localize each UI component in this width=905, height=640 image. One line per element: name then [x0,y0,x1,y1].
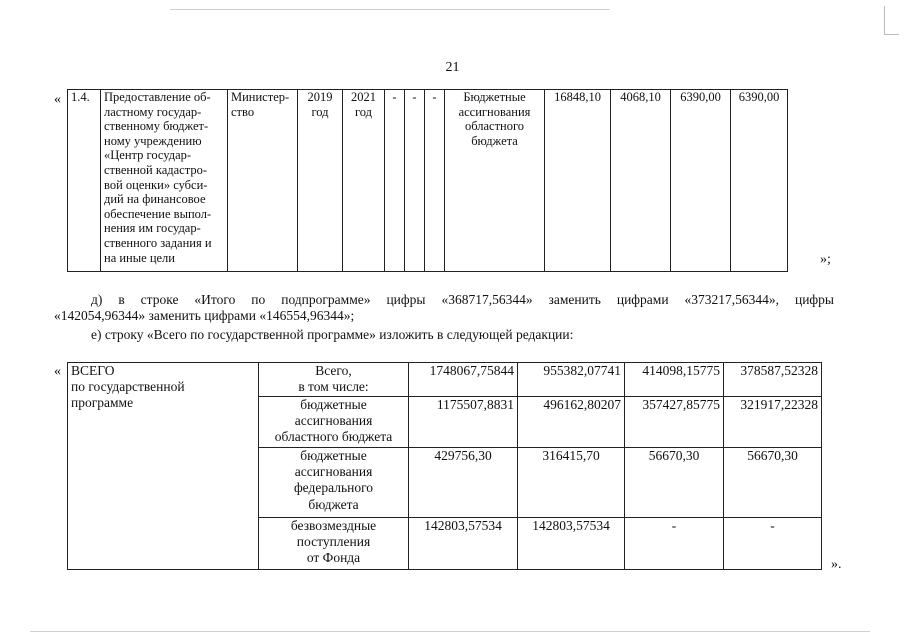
dash-cell-1: - [385,90,405,272]
value-cell: - [625,518,724,570]
table1-open-quote: « [54,92,61,107]
value-cell: - [724,518,822,570]
value-cell: 1748067,75844 [409,363,518,397]
row-label-fund: безвозмездные поступления от Фонда [259,518,409,570]
amount-2020: 6390,00 [671,90,731,272]
paragraph-d-line1: д) в строке «Итого по подпрограмме» цифры «368717,56344» заменить цифрами «373217,56344», цифры [91,292,834,307]
value-cell: 378587,52328 [724,363,822,397]
value-cell: 142803,57534 [409,518,518,570]
value-cell: 1175507,8831 [409,397,518,448]
executor: Министер- ство [228,90,298,272]
table2-open-quote: « [54,364,61,379]
total-amount: 16848,10 [545,90,611,272]
value-cell: 496162,80207 [518,397,625,448]
paragraph-d-line2: «142054,96344» заменить цифрами «146554,96344»; [54,308,355,323]
row-label-federal-budget: бюджетные ассигнования федерального бюджета [259,448,409,518]
dash-cell-3: - [425,90,445,272]
table2 [67,362,822,570]
amount-2019: 4068,10 [611,90,671,272]
measure-title: Предоставление об- ластному государ- ственному бюджет- ному учреждению «Центр государ- ственной кадастро- вой оценки» субси- дий на финансовое обеспечение выпол- нения им государ- ственного задания и на иные цели [101,90,228,272]
table1-close-quote: »; [820,252,831,267]
value-cell: 429756,30 [409,448,518,518]
start-year: 2019 год [298,90,343,272]
scan-corner-mark [884,6,899,35]
dash-cell-2: - [405,90,425,272]
value-cell: 56670,30 [625,448,724,518]
scan-noise-bottom [30,631,870,632]
end-year: 2021 год [343,90,385,272]
row-label-total: Всего, в том числе: [259,363,409,397]
value-cell: 955382,07741 [518,363,625,397]
program-label: ВСЕГО по государственной программе [68,363,259,570]
table-row [68,90,788,272]
value-cell: 414098,15775 [625,363,724,397]
value-cell: 142803,57534 [518,518,625,570]
value-cell: 316415,70 [518,448,625,518]
scan-noise-top [170,9,610,10]
value-cell: 321917,22328 [724,397,822,448]
value-cell: 56670,30 [724,448,822,518]
table-row [68,363,822,397]
table1 [67,89,788,272]
table2-close-quote: ». [831,557,842,572]
amount-2021: 6390,00 [731,90,788,272]
row-number: 1.4. [68,90,101,272]
paragraph-e: е) строку «Всего по государственной программе» изложить в следующей редакции: [91,327,574,342]
page-number: 21 [445,60,460,75]
value-cell: 357427,85775 [625,397,724,448]
funding-source: Бюджетные ассигнования областного бюджета [445,90,545,272]
row-label-regional-budget: бюджетные ассигнования областного бюджета [259,397,409,448]
